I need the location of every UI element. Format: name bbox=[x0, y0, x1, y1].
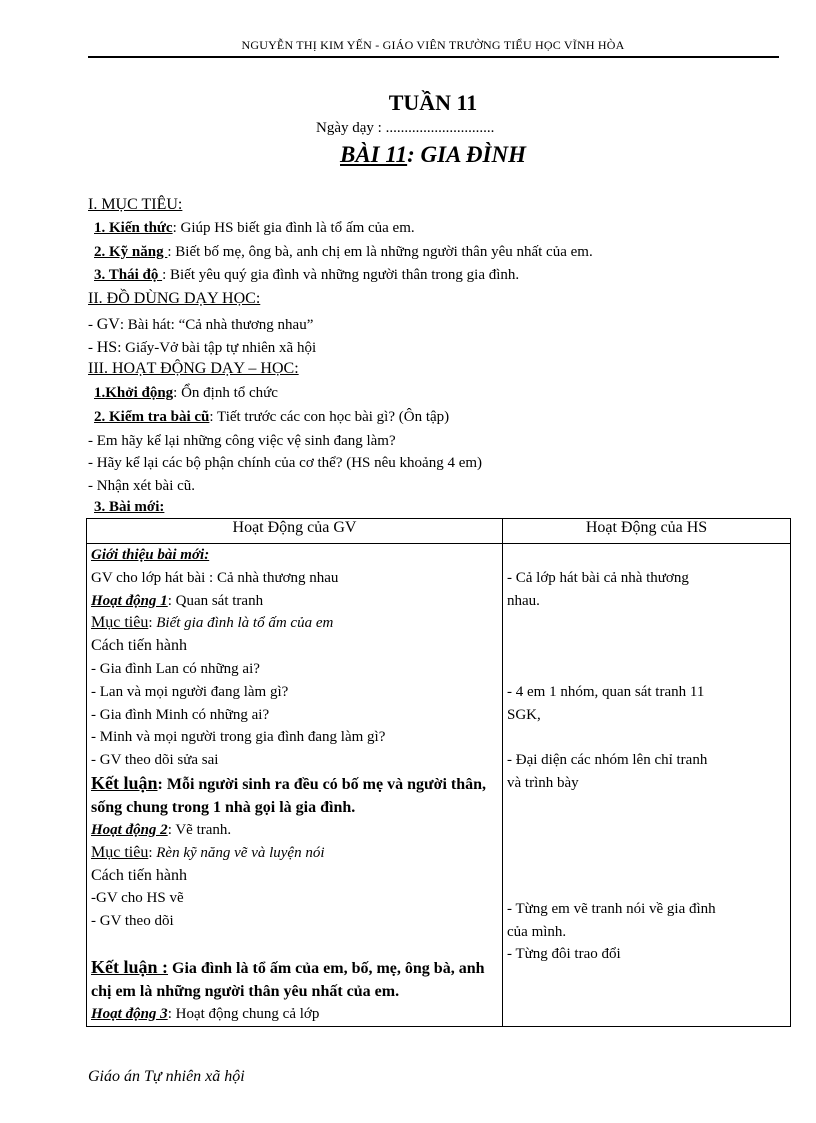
goal-1-label: Mục tiêu bbox=[91, 614, 149, 632]
step-item: - Gia đình Lan có những ai? bbox=[91, 660, 260, 677]
activity-1 bbox=[91, 590, 498, 613]
review-item: - Nhận xét bài cũ. bbox=[88, 478, 196, 494]
step-item: - Gia đình Minh có những ai? bbox=[91, 706, 270, 723]
activity-3 bbox=[91, 1003, 498, 1026]
spacer bbox=[91, 933, 498, 956]
conclusion-2 bbox=[91, 956, 498, 1003]
step-item: - Lan và mọi người đang làm gì? bbox=[91, 683, 289, 700]
skills-label: 2. Kỹ năng bbox=[94, 244, 168, 260]
lesson-number: BÀI 11 bbox=[340, 142, 408, 167]
gv-text: : Bài hát: “Cả nhà thương nhau” bbox=[119, 317, 314, 333]
hs-label: HS bbox=[96, 339, 118, 356]
conclusion-1-label: Kết luận bbox=[91, 772, 158, 793]
warmup-label: 1.Khởi động bbox=[94, 385, 174, 401]
knowledge-label: 1. Kiến thức bbox=[94, 220, 173, 236]
table-header-hs: Hoạt Động của HS bbox=[503, 519, 791, 544]
hs-draw-1: - Từng em vẽ tranh nói về gia đình bbox=[507, 900, 716, 917]
activity-table bbox=[86, 518, 791, 1027]
conclusion-1-text: : Mỗi người sinh ra đều có bố mẹ và người thân, sống chung trong 1 nhà gọi là gia đình. bbox=[91, 775, 487, 816]
new-lesson-label-text: 3. Bài mới: bbox=[94, 499, 165, 515]
conclusion-1 bbox=[91, 772, 498, 819]
hs-present-2: và trình bày bbox=[507, 774, 579, 791]
materials-heading bbox=[88, 290, 260, 308]
step-item: - Minh và mọi người trong gia đình đang làm gì? bbox=[91, 729, 386, 746]
objective-knowledge bbox=[94, 220, 415, 237]
table-header-row bbox=[87, 519, 791, 544]
review-text: : Tiết trước các con học bài gì? (Ôn tập) bbox=[209, 409, 450, 425]
materials-heading-text: II. ĐỒ DÙNG DẠY HỌC: bbox=[88, 290, 261, 307]
activity-3-text: : Hoạt động chung cả lớp bbox=[167, 1005, 320, 1022]
gv-label: GV bbox=[96, 316, 120, 333]
goal-2-label: Mục tiêu bbox=[91, 843, 149, 861]
teaching-date bbox=[316, 120, 494, 137]
process-1: Cách tiến hành bbox=[91, 637, 187, 655]
review-item: - Hãy kể lại các bộ phận chính của cơ thể? (HS nêu khoảng 4 em) bbox=[88, 455, 483, 471]
goal-2-text: Rèn kỹ năng vẽ và luyện nói bbox=[156, 844, 325, 861]
spacer bbox=[507, 612, 786, 680]
attitude-label: 3. Thái độ bbox=[94, 267, 163, 283]
hs-column bbox=[503, 544, 791, 1027]
review-item: - Em hãy kể lại những công việc vệ sinh đang làm? bbox=[88, 433, 396, 449]
hs-pair: - Từng đôi trao đổi bbox=[507, 946, 621, 963]
table-row bbox=[87, 544, 791, 1027]
activity-1-label: Hoạt động 1 bbox=[91, 592, 168, 609]
step-item: - GV theo dõi sửa sai bbox=[91, 752, 219, 769]
header-divider bbox=[88, 56, 779, 58]
step-item: -GV cho HS vẽ bbox=[91, 890, 184, 907]
materials-gv: - GV: Bài hát: “Cả nhà thương nhau” bbox=[88, 316, 314, 333]
activity-2-label: Hoạt động 2 bbox=[91, 821, 168, 838]
lesson-title bbox=[0, 142, 816, 168]
activity-1-text: : Quan sát tranh bbox=[167, 592, 264, 609]
goal-2: Mục tiêu: Rèn kỹ năng vẽ và luyện nói bbox=[91, 843, 325, 861]
spacer bbox=[507, 726, 786, 749]
new-lesson-label bbox=[94, 499, 164, 516]
objective-skills bbox=[94, 244, 593, 261]
gv-column bbox=[87, 544, 503, 1027]
skills-text: : Biết bố mẹ, ông bà, anh chị em là những người thân yêu nhất của em. bbox=[167, 244, 593, 260]
hs-text: : Giấy-Vở bài tập tự nhiên xã hội bbox=[117, 340, 317, 356]
warmup-text: : Ổn định tổ chức bbox=[173, 385, 278, 401]
process-2: Cách tiến hành bbox=[91, 866, 187, 884]
table-header-gv: Hoạt Động của GV bbox=[87, 519, 503, 544]
page-footer: Giáo án Tự nhiên xã hội bbox=[88, 1068, 245, 1085]
date-blank: ............................. bbox=[381, 120, 495, 136]
hs-group-1: - 4 em 1 nhóm, quan sát tranh 11 bbox=[507, 683, 705, 700]
review-label: 2. Kiểm tra bài cũ bbox=[94, 409, 210, 425]
conclusion-2-label: Kết luận : bbox=[91, 956, 169, 977]
goal-1: Mục tiêu: Biết gia đình là tổ ấm của em bbox=[91, 614, 334, 632]
hs-present-1: - Đại diện các nhóm lên chỉ tranh bbox=[507, 752, 708, 769]
hs-group-2: SGK, bbox=[507, 706, 541, 723]
review bbox=[94, 409, 449, 426]
activity-3-label: Hoạt động 3 bbox=[91, 1005, 168, 1022]
step-item: - GV theo dõi bbox=[91, 913, 174, 930]
objectives-heading-text: I. MỤC TIÊU: bbox=[88, 196, 183, 213]
intro-line: GV cho lớp hát bài : Cả nhà thương nhau bbox=[91, 569, 339, 586]
page-header: NGUYỄN THỊ KIM YẾN - GIÁO VIÊN TRƯỜNG TIỂU HỌC VĨNH HÒA bbox=[241, 38, 625, 52]
goal-1-text: Biết gia đình là tổ ấm của em bbox=[156, 615, 334, 632]
lesson-name: : GIA ĐÌNH bbox=[407, 142, 526, 167]
spacer bbox=[507, 795, 786, 898]
date-label: Ngày dạy : bbox=[316, 120, 382, 136]
conclusion-2-text: Gia đình là tổ ấm của em, bố, mẹ, ông bà, anh chị em là những người thân yêu nhất của em. bbox=[91, 959, 485, 1000]
warmup bbox=[94, 385, 278, 402]
activities-heading bbox=[88, 360, 299, 378]
spacer bbox=[507, 544, 786, 567]
knowledge-text: : Giúp HS biết gia đình là tổ ấm của em. bbox=[172, 220, 415, 236]
hs-sing-1: - Cả lớp hát bài cả nhà thương bbox=[507, 569, 689, 586]
week-title: TUẦN 11 bbox=[388, 90, 478, 115]
activities-heading-text: III. HOẠT ĐỘNG DẠY – HỌC: bbox=[88, 360, 299, 377]
objectives-heading bbox=[88, 196, 182, 214]
materials-hs: - HS: Giấy-Vở bài tập tự nhiên xã hội bbox=[88, 339, 317, 356]
objective-attitude bbox=[94, 267, 519, 284]
activity-2-text: : Vẽ tranh. bbox=[167, 821, 232, 838]
hs-draw-2: của mình. bbox=[507, 923, 567, 940]
activity-2 bbox=[91, 819, 498, 842]
intro-heading: Giới thiệu bài mới: bbox=[91, 547, 210, 563]
attitude-text: : Biết yêu quý gia đình và những người thân trong gia đình. bbox=[162, 267, 520, 283]
hs-sing-2: nhau. bbox=[507, 592, 540, 609]
